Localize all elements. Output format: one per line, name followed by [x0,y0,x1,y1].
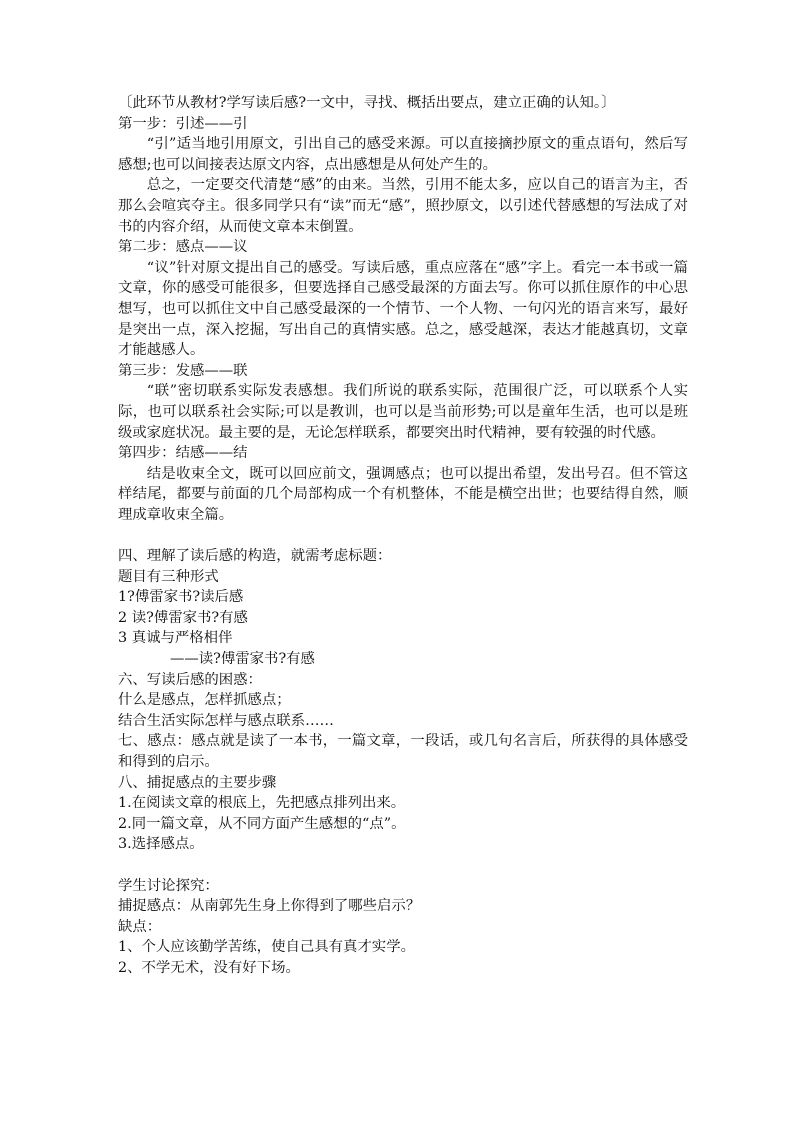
spacer [118,525,688,546]
section4-heading: 四、理解了读后感的构造，就需考虑标题： [118,548,392,565]
title-option-3-subtitle: ——读?傅雷家书?有感 [170,651,315,668]
step4-paragraph-1: 结是收束全文，既可以回应前文，强调感点；也可以提出希望，发出号召。但不管这样结尾，都要与前面的几个局部构成一个有机整体，不能是横空出世；也要结得自然，顺理成章收束全篇。 [118,465,688,523]
discussion-item-2: 2、不学无术，没有好下场。 [118,959,300,976]
section6-item-1: 什么是感点，怎样抓感点； [118,692,291,709]
section6-item-2: 结合生活实际怎样与感点联系…… [118,712,334,729]
section4-subheading: 题目有三种形式 [118,568,219,585]
step3-heading: 第三步：发感——联 [118,362,248,379]
step2-heading: 第二步：感点——议 [118,239,248,256]
section6-heading: 六、写读后感的困惑： [118,671,262,688]
spacer [118,855,688,876]
discussion-item-1: 1、个人应该勤学苦练，使自己具有真才实学。 [118,939,415,956]
section8-item-2: 2.同一篇文章，从不同方面产生感想的“点”。 [118,815,406,832]
section8-heading: 八、捕捉感点的主要步骤 [118,774,277,791]
discussion-question: 捕捉感点：从南郭先生身上你得到了哪些启示？ [118,898,421,915]
title-option-3: 3 真诚与严格相伴 [118,630,233,647]
step1-heading: 第一步：引述——引 [118,115,248,132]
intro-note: 〔此环节从教材?学写读后感?一文中，寻找、概括出要点，建立正确的认知。〕 [118,95,616,111]
document-body [118,93,688,979]
step1-paragraph-2: 总之，一定要交代清楚“感”的由来。当然，引用不能太多，应以自己的语言为主，否那么会喧宾夺主。很多同学只有“读”而无“感”，照抄原文，以引述代替感想的写法成了对书的内容介绍，从而使文章本末倒置。 [118,177,688,235]
section8-item-3: 3.选择感点。 [118,836,204,853]
step3-paragraph-1: “联”密切联系实际发表感想。我们所说的联系实际，范围很广泛，可以联系个人实际，也可以联系社会实际;可以是教训，也可以是当前形势;可以是童年生活，也可以是班级或家庭状况。最主要的是，无论怎样联系，都要突出时代精神，要有较强的时代感。 [118,383,688,441]
section7-definition: 七、感点：感点就是读了一本书，一篇文章，一段话，或几句名言后，所获得的具体感受和得到的启示。 [118,733,688,770]
discussion-heading: 学生讨论探究： [118,877,219,894]
step1-paragraph-1: “引”适当地引用原文，引出自己的感受来源。可以直接摘抄原文的重点语句，然后写感想;也可以间接表达原文内容，点出感想是从何处产生的。 [118,136,688,173]
title-option-1: 1?傅雷家书?读后感 [118,589,244,606]
title-option-2: 2 读?傅雷家书?有感 [118,609,248,626]
discussion-label: 缺点： [118,918,162,935]
step4-heading: 第四步：结感——结 [118,445,248,462]
section8-item-1: 1.在阅读文章的根底上，先把感点排列出来。 [118,795,406,812]
step2-paragraph-1: “议”针对原文提出自己的感受。写读后感，重点应落在“感”字上。看完一本书或一篇文章，你的感受可能很多，但要选择自己感受最深的方面去写。你可以抓住原作的中心思想写，也可以抓住文中自己感受最深的一个情节、一个人物、一句闪光的语言来写，最好是突出一点，深入挖掘，写出自己的真情实感。总之，感受越深，表达才能越真切，文章才能越感人。 [118,259,688,359]
